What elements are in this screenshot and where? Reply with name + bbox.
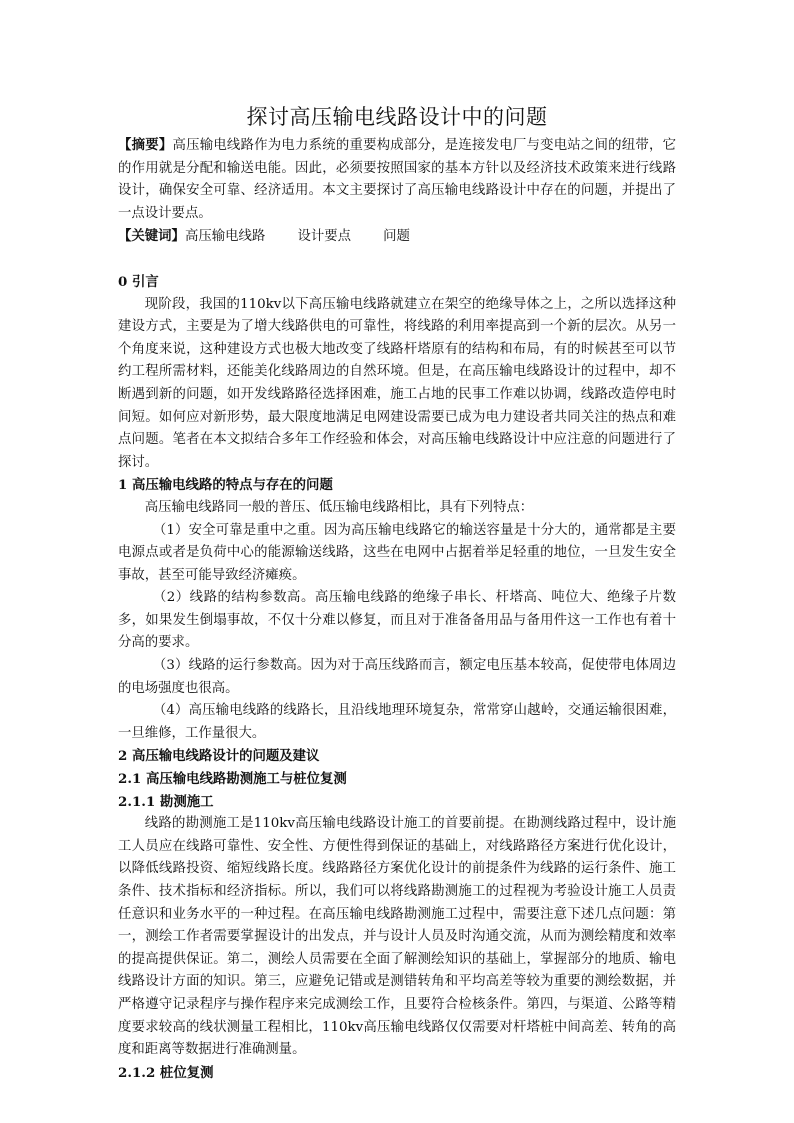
keywords-label: 【关键词】 (118, 228, 185, 245)
subsection-heading-2-1-2: 2.1.2 桩位复测 (118, 1064, 214, 1081)
abstract-label: 【摘要】 (118, 137, 173, 153)
abstract (118, 134, 676, 225)
section1-intro: 高压输电线路同一般的普压、低压输电线路相比，具有下列特点： (144, 499, 534, 515)
feature-item: （4）高压输电线路的线路长，且沿线地理环境复杂，常常穿山越岭，交通运输很困难，一旦维修，工作量很大。 (118, 703, 676, 741)
abstract-text: 高压输电线路作为电力系统的重要构成部分，是连接发电厂与变电站之间的纽带，它的作用就是分配和输送电能。因此，必须要按照国家的基本方针以及经济技术政策来进行线路设计，确保安全可靠、经济适用。本文主要探讨了高压输电线路设计中存在的问题，并提出了一点设计要点。 (118, 138, 677, 221)
keyword-item: 问题 (383, 229, 410, 245)
survey-paragraph: 线路的勘测施工是110kv高压输电线路设计施工的首要前提。在勘测线路过程中，设计施工人员应在线路可靠性、安全性、方便性得到保证的基础上，对线路路径方案进行优化设计，以降低线路投资、缩短线路长度。线路路径方案优化设计的前提条件为线路的运行条件、施工条件、技术指标和经济指标。所以，我们可以将线路勘测施工的过程视为考验设计施工人员责任意识和业务水平的一种过程。在高压输电线路勘测施工过程中，需要注意下述几点问题：第一，测绘工作者需要掌握设计的出发点，并与设计人员及时沟通交流，从而为测绘精度和效率的提高提供保证。第二，测绘人员需要在全面了解测绘知识的基础上，掌握部分的地质、输电线路设计方面的知识。第三，应避免记错或是测错转角和平均高差等较为重要的测绘数据，并严格遵守记录程序与操作程序来完成测绘工作，且要符合检核条件。第四，与渠道、公路等精度要求较高的线状测量工程相比，110kv高压输电线路仅仅需要对杆塔桩中间高差、转角的高度和距离等数据进行准确测量。 (118, 816, 676, 1058)
section-heading-2: 2 高压输电线路设计的问题及建议 (118, 748, 320, 765)
subsection-heading-2-1-1: 2.1.1 勘测施工 (118, 793, 214, 810)
feature-item: （3）线路的运行参数高。因为对于高压线路而言，额定电压基本较高，促使带电体周边的电场强度也很高。 (118, 658, 676, 696)
keyword-item: 高压输电线路 (184, 229, 266, 245)
document-title: 探讨高压输电线路设计中的问题 (246, 105, 548, 129)
document-page (118, 98, 676, 1084)
intro-paragraph: 现阶段，我国的110kv以下高压输电线路就建立在架空的绝缘导体之上，之所以选择这种建设方式，主要是为了增大线路供电的可靠性，将线路的利用率提高到一个新的层次。从另一个角度来说，这种建设方式也极大地改变了线路杆塔原有的结构和布局，有的时候甚至可以节约工程所需材料，还能美化线路周边的自然环境。但是，在高压输电线路设计的过程中，却不断遇到新的问题，如开发线路路径选择困难，施工占地的民事工作难以协调，线路改造停电时间短。如何应对新形势，最大限度地满足电网建设需要已成为电力建设者共同关注的热点和难点问题。笔者在本文拟结合多年工作经验和体会，对高压输电线路设计中应注意的问题进行了探讨。 (118, 296, 676, 470)
keyword-item: 设计要点 (297, 229, 352, 245)
section-heading-intro: 0 引言 (118, 273, 159, 290)
section-heading-1: 1 高压输电线路的特点与存在的问题 (118, 477, 333, 494)
keywords (118, 225, 676, 249)
feature-item: （2）线路的结构参数高。高压输电线路的绝缘子串长、杆塔高、吨位大、绝缘子片数多，如果发生倒塌事故，不仅十分难以修复，而且对于准备备用品与备用件这一工作也有着十分高的要求。 (118, 590, 676, 651)
subsection-heading-2-1: 2.1 高压输电线路勘测施工与桩位复测 (118, 771, 347, 788)
feature-item: （1）安全可靠是重中之重。因为高压输电线路它的输送容量是十分大的，通常都是主要电源点或者是负荷中心的能源输送线路，这些在电网中占据着举足轻重的地位，一旦发生安全事故，甚至可能导致经济瘫痪。 (118, 522, 676, 583)
